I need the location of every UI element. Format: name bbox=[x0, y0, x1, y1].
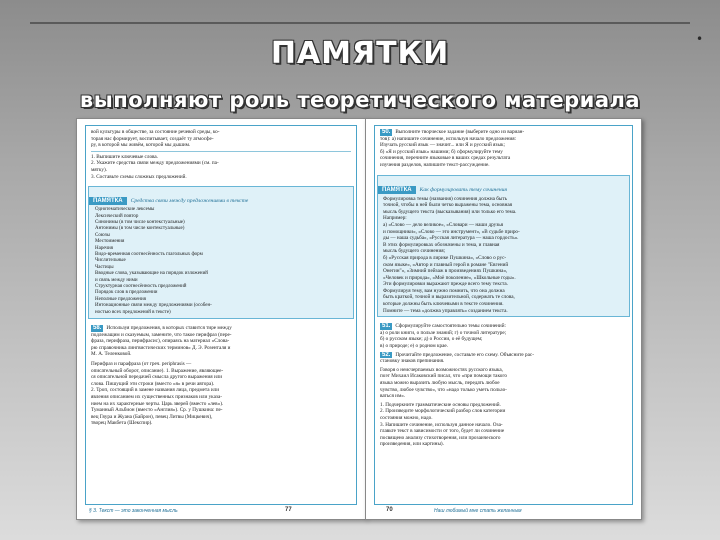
slide-bullet: • bbox=[696, 32, 704, 46]
textbook-page-left bbox=[76, 118, 366, 520]
textbook-page-right bbox=[365, 118, 642, 520]
page-number: 70 bbox=[386, 507, 393, 513]
text-line: точной, чтобы в ней были четко выражены тема, основная bbox=[383, 202, 513, 209]
text-line: нием на их характерные черты. Царь зверей (вместо «лев»). bbox=[91, 400, 224, 407]
text-line: Перифраз и парафраза (от греч. periphrasis — bbox=[91, 361, 192, 368]
text-line: фраза, перифраза, перифрасис), опираясь на материал «Слова- bbox=[91, 338, 230, 345]
top-band bbox=[30, 22, 690, 24]
text-line: тов): а) напишите сочинение, используя начало предложения: bbox=[380, 135, 517, 142]
list-item: ностью всех предложений в тексте) bbox=[95, 309, 171, 315]
text-line: рю справочника лингвистических терминов» Д. Э. Розенталя и bbox=[91, 344, 231, 351]
text-line: ру, в которой мы живём, которой мы дышим. bbox=[91, 142, 191, 149]
text-line: б) «Я и русский язык» нашими; б) сформулируйте тему bbox=[380, 148, 503, 155]
text-line: Например: bbox=[383, 215, 407, 222]
task-50 bbox=[375, 126, 632, 172]
list-item: Синонимы (в том числе контекстуальные) bbox=[95, 219, 185, 225]
task-58 bbox=[86, 322, 356, 430]
text-line: мысль будущего текста (высказывания) или только его тема. bbox=[383, 208, 517, 215]
page-number: 77 bbox=[285, 507, 292, 513]
text-line: языка можно выразить любую мысль, передать любое bbox=[380, 380, 500, 386]
text-line: б) о русском языке; д) о России, о её будущем; bbox=[380, 336, 483, 343]
text-line: произведения, или картины). bbox=[380, 441, 444, 448]
list-item: Неполные предложения bbox=[95, 296, 146, 302]
task-number: 58. bbox=[93, 325, 102, 332]
pamyatka-box-right bbox=[377, 175, 630, 318]
text-line: в) о природе; е) о родном крае. bbox=[380, 343, 448, 350]
text-line: а) о роли книги, о пользе знаний; г) о точной литературе; bbox=[380, 329, 507, 336]
text-line: быть краткой, точной и выразительной, содержать те слова, bbox=[383, 294, 515, 301]
pamyatka-label: ПАМЯТКА bbox=[378, 186, 416, 194]
task-51 bbox=[375, 320, 632, 451]
text-line: изучения разделов, напишите текст-рассуждение. bbox=[380, 161, 490, 168]
text-line: Изучать русский язык — значит... или Я и русский язык; bbox=[380, 142, 505, 149]
text-line: Эти формулировки выражают прежде всего тему текста. bbox=[383, 281, 508, 288]
task-number: 51. bbox=[382, 323, 391, 330]
page-footer-left bbox=[85, 507, 357, 517]
text-line: М. А. Теленковой. bbox=[91, 351, 132, 358]
running-footer: Наш любимый мне стать желанным bbox=[434, 508, 522, 514]
list-item: Лексический повтор bbox=[95, 213, 139, 219]
text-line: посвящено анализу стихотворения, или прозаического bbox=[380, 434, 501, 441]
text-line: ся описательной передачей смысла другого выражения или bbox=[91, 374, 223, 381]
list-item: Однотематические лексемы bbox=[95, 207, 155, 213]
pamyatka-text bbox=[378, 195, 629, 317]
text-line: 52. Прочитайте предложение, составьте его схему. Объясните рас- bbox=[382, 351, 534, 358]
text-line: Онегин"», «Зимний пейзаж в произведениях Пушкина», bbox=[383, 268, 508, 275]
text-line: вец Гяура и Жуана (Байрон), певец Литвы (Мицкевич), bbox=[91, 413, 213, 420]
list-item: Структурная соотнесённость предложений bbox=[95, 284, 187, 290]
text-line: ды — наша судьба», «Русская литература — наша гордость». bbox=[383, 235, 519, 242]
list-item: Местоимения bbox=[95, 239, 125, 245]
list-item: Числительные bbox=[95, 258, 126, 264]
text-line: а) «Слово — дело великое», «Словари — наши друзья bbox=[383, 221, 504, 228]
slide-title: ПАМЯТКИ bbox=[270, 36, 450, 71]
task-line: 3. Составьте схемы сложных предложений. bbox=[91, 173, 187, 180]
text-line: В этих формулировках обозначены и тема, и главная bbox=[383, 241, 500, 248]
list-item: Союзы bbox=[95, 232, 110, 238]
text-line: становку знаков препинания. bbox=[380, 358, 445, 365]
text-line: поэт Михаил Исаковский писал, что «при помощи такого bbox=[380, 373, 507, 380]
text-line: 50. Выполните творческое задание (выберите одно из вариан- bbox=[382, 129, 525, 135]
text-line: Формулируя тему, вам нужно помнить, что она должна bbox=[383, 287, 505, 294]
pamyatka-list bbox=[89, 206, 353, 318]
list-item: Порядок слов в предложении bbox=[95, 290, 158, 296]
text-line: главьте текст в зависимости от того, будет ли сочинение bbox=[380, 428, 505, 435]
pamyatka-title: Как формулировать тему сочинения bbox=[419, 186, 507, 193]
text-line: слова. Пишущий эти строки (вместо «я» в речи автора). bbox=[91, 380, 215, 387]
text-line: мысль будущего сочинения; bbox=[383, 248, 446, 255]
text-line: 2. Троп, состоящий в замене названия лица, предмета или bbox=[91, 387, 220, 394]
text-line: ваться им». bbox=[380, 393, 406, 400]
text-line: 3. Напишите сочинение, используя данное начало. Оза- bbox=[380, 421, 503, 428]
list-item: Наречия bbox=[95, 245, 113, 251]
list-item: Интонационные связи между предложениями (особен- bbox=[95, 303, 212, 309]
pamyatka-label: ПАМЯТКА bbox=[89, 197, 127, 205]
page-frame-right bbox=[374, 125, 633, 505]
page-footer-right bbox=[374, 507, 633, 517]
text-line: которые должны быть ключевыми в тексте сочинения. bbox=[383, 301, 504, 308]
text-line: чувство, любое чувство», что «надо только уметь пользо- bbox=[380, 386, 507, 393]
list-item: Вводные слова, указывающие на порядок изложений bbox=[95, 271, 208, 277]
running-footer: § 3. Текст — это законченная мысль bbox=[89, 508, 178, 514]
text-line: торая нас формирует, воспитывает, создаёт ту атмосфе- bbox=[91, 135, 214, 142]
text-line: Туманный Альбион (вместо «Англия»). Ср. у Пушкина: пе- bbox=[91, 407, 223, 414]
text-line: и помощники», «Слово — это инструмент», «В судьбе приро- bbox=[383, 228, 520, 235]
text-line: 51. Сформулируйте самостоятельно темы сочинений: bbox=[382, 323, 506, 330]
text-line: подлежащим и сказуемым, замените, что такое перифраз (пере- bbox=[91, 331, 232, 338]
slide-subtitle: выполняют роль теоретического материала bbox=[79, 88, 641, 112]
text-line: явления описанием их существенных признаков или указа- bbox=[91, 394, 223, 400]
text-line: сочинения, перечните языковые в ваших средах результата bbox=[380, 155, 511, 162]
text-line: 2. Произведите морфологический разбор слов категории bbox=[380, 408, 506, 415]
list-item: Видо-временная соотнесённость глагольных форм bbox=[95, 252, 203, 257]
text-line: творец Макбета (Шекспир). bbox=[91, 420, 153, 427]
list-item: Частицы bbox=[95, 264, 114, 270]
text-line: «Человек и природа», «Моё поколение», «Школьные годы». bbox=[383, 274, 516, 281]
task-number: 52. bbox=[382, 351, 391, 358]
text-line: Помните — тема «должна управлять» созданием текста. bbox=[383, 307, 508, 314]
text-line: вой культуры в обществе, за состояние речевой среды, ко- bbox=[91, 129, 220, 135]
divider bbox=[91, 151, 351, 152]
text-line: 58. Используя предложения, в которых ставится тире между bbox=[93, 325, 232, 332]
task-line: 2. Укажите средства связи между предложениями (см. па- bbox=[91, 160, 219, 167]
task-line: мятку). bbox=[91, 166, 108, 173]
page-frame-left bbox=[85, 125, 357, 505]
intro-paragraph bbox=[86, 126, 356, 183]
pamyatka-title: Средства связи между предложениями в тексте bbox=[130, 198, 249, 205]
pamyatka-box-left bbox=[88, 186, 354, 319]
text-line: описательный оборот, описание). 1. Выражение, являющее- bbox=[91, 367, 224, 374]
text-line: б) «Русская природа в лирике Пушкина», «Слово о рус- bbox=[383, 254, 507, 261]
list-item: Антонимы (в том числе контекстуальные) bbox=[95, 226, 185, 232]
text-line: Формулировка темы (названия) сочинения должна быть bbox=[383, 195, 507, 202]
task-number: 50. bbox=[382, 129, 391, 135]
text-line: ском языке», «Автор и главный герой в романе "Евгений bbox=[383, 261, 509, 268]
text-line: состояния можно, надо. bbox=[380, 414, 433, 421]
text-line: 1. Подчеркните грамматические основы предложений. bbox=[380, 401, 501, 408]
task-line: 1. Выпишите ключевые слова. bbox=[91, 153, 159, 160]
list-item: и связь между ними bbox=[95, 277, 138, 283]
text-line: Говоря о неисчерпаемых возможностях русского языка, bbox=[380, 366, 503, 373]
